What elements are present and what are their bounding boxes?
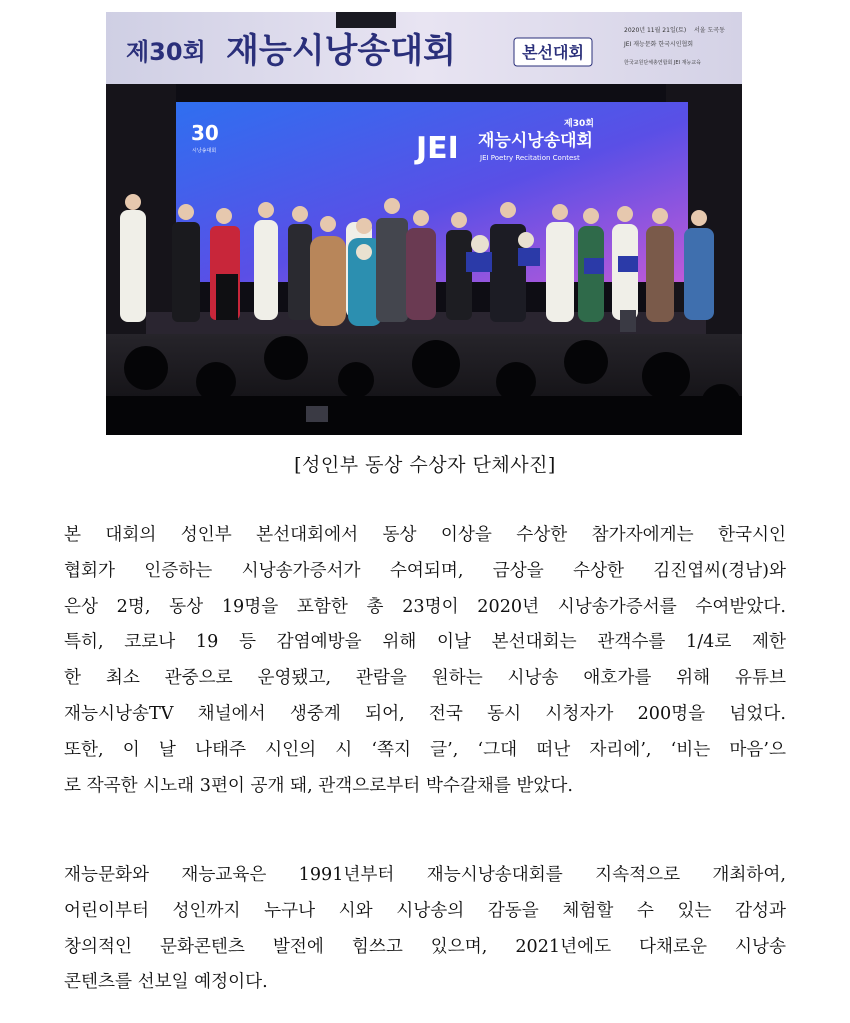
screen-logo-number: 30 [191, 121, 219, 145]
banner-info-4: 한국교원단체총연합회 JEI 재능교육 [624, 60, 701, 66]
paragraph-1-line: 재능시낭송TV 채널에서 생중계 되어, 전국 동시 시청자가 200명을 넘었다. [64, 703, 786, 724]
event-banner [106, 12, 742, 84]
paragraph-1-line: 특히, 코로나 19 등 감염예방을 위해 이날 본선대회는 관객수를 1/4로 제한 [64, 632, 786, 653]
paragraph-1-line: 은상 2명, 동상 19명을 포함한 총 23명이 2020년 시낭송가증서를 수여받았다. [64, 596, 786, 617]
paragraph-1-line: 협회가 인증하는 시낭송가증서가 수여되며, 금상을 수상한 김진엽씨(경남)와 [64, 560, 786, 581]
paragraph-1-line: 한 최소 관중으로 운영됐고, 관람을 원하는 시낭송 애호가를 위해 유튜브 [64, 668, 786, 689]
paragraph-2 [64, 858, 786, 1001]
banner-info-3: JEI 재능문화 한국시인협회 [624, 41, 694, 48]
paragraph-1-line: 또한, 이 날 나태주 시인의 시 ‘쪽지 글’, ‘그대 떠난 자리에’, ‘비는 마음’으 [64, 739, 786, 760]
banner-title: 재능시낭송대회 [226, 31, 456, 71]
screen-title: 재능시낭송대회 [478, 131, 593, 151]
screen-logo-sub: 시낭송대회 [192, 148, 217, 154]
screen-subtitle: JEI Poetry Recitation Contest [480, 154, 580, 162]
photo-caption: [성인부 동상 수상자 단체사진] [294, 454, 556, 476]
banner-stage: 본선대회 [522, 43, 584, 62]
paragraph-1-line: 로 작곡한 시노래 3편이 공개 돼, 관객으로부터 박수갈채를 받았다. [64, 775, 574, 796]
paragraph-1 [64, 518, 786, 804]
award-group-photo [106, 12, 742, 435]
banner-info-1: 2020년 11월 21일(토) [624, 27, 687, 34]
paragraph-2-line: 어린이부터 성인까지 누구나 시와 시낭송의 감동을 체험할 수 있는 감성과 [64, 900, 786, 921]
screen-brand: JEI [416, 131, 459, 166]
paragraph-2-line: 재능문화와 재능교육은 1991년부터 재능시낭송대회를 지속적으로 개최하여, [64, 865, 786, 885]
paragraph-2-line: 창의적인 문화콘텐츠 발전에 힘쓰고 있으며, 2021년에도 다채로운 시낭송 [64, 936, 786, 957]
banner-edition: 제30회 [126, 38, 206, 66]
paragraph-1-line: 본 대회의 성인부 본선대회에서 동상 이상을 수상한 참가자에게는 한국시인 [64, 525, 786, 545]
paragraph-2-line: 콘텐츠를 선보일 예정이다. [64, 972, 268, 993]
banner-info-2: 서울 도곡동 [694, 27, 725, 34]
screen-edition: 제30회 [564, 119, 594, 129]
